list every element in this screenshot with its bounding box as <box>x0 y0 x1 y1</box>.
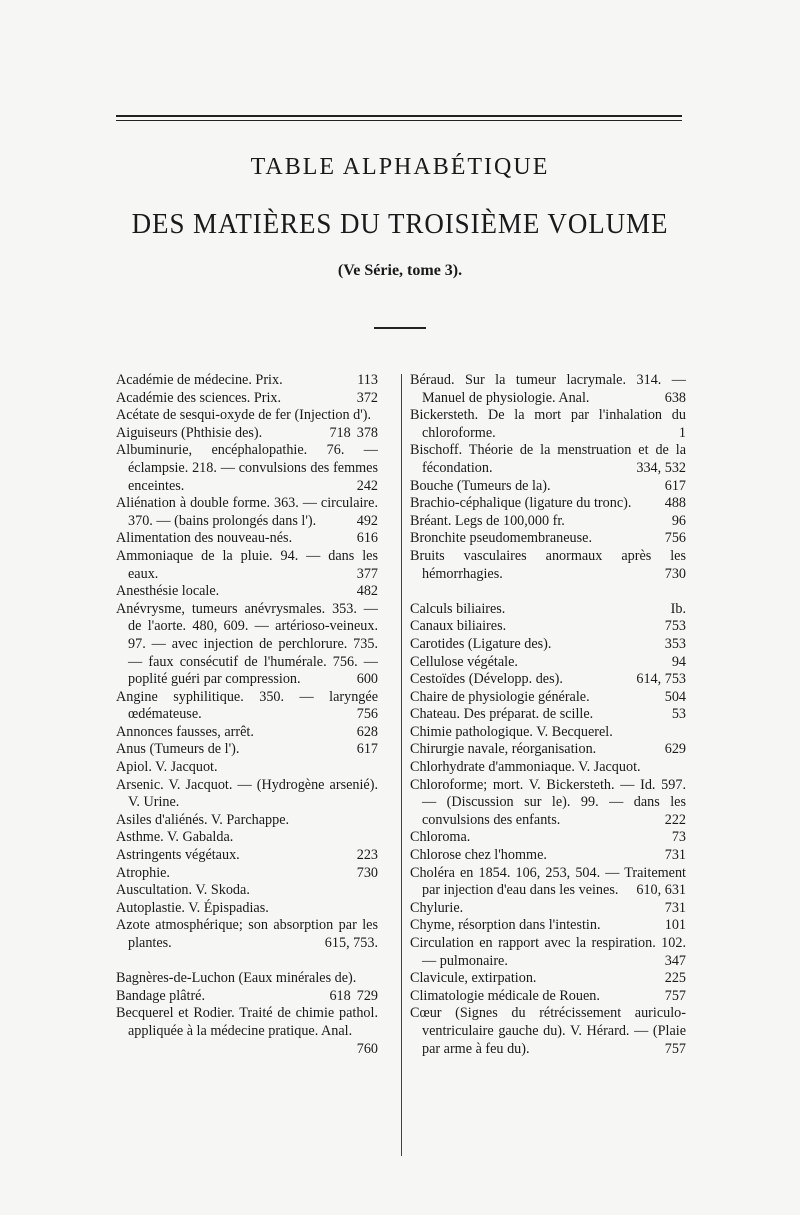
index-entry <box>410 530 686 548</box>
entry-text: Annonces fausses, arrêt. <box>116 723 254 740</box>
index-entry <box>116 689 378 724</box>
entry-text: Atrophie. <box>116 864 170 881</box>
left-column <box>116 372 378 1058</box>
page-reference: 488 <box>664 495 686 512</box>
index-entry <box>410 671 686 689</box>
entry-text: Asthme. V. Gabalda. <box>116 829 234 846</box>
top-rule-thin <box>116 120 682 121</box>
page-reference: 757 <box>664 1040 686 1057</box>
page-reference: 617 <box>356 741 378 758</box>
page-reference: 53 <box>671 706 686 723</box>
page-reference: 730 <box>664 565 686 582</box>
index-entry <box>410 654 686 672</box>
entry-text: Autoplastie. V. Épispadias. <box>116 899 269 916</box>
entry-text: Anévrysme, tumeurs anévrysmales. 353. — de l'aorte. 480, 609. — artérioso-veineux. 97. — avec injection de perchlorure. 735. — faux consécutif de l'humérale. 756. — poplité guéri par compression. <box>116 600 378 688</box>
index-entry <box>116 724 378 742</box>
index-entry <box>116 442 378 495</box>
index-entry <box>410 847 686 865</box>
index-entry <box>116 741 378 759</box>
subtitle: (Ve Série, tome 3). <box>337 262 463 279</box>
index-entry <box>410 372 686 407</box>
page-reference: 223 <box>356 847 378 864</box>
page-reference: 1 <box>678 424 686 441</box>
index-entry <box>116 777 378 812</box>
entry-text: Bickersteth. De la mort par l'inhalation du chloroforme. <box>410 407 686 441</box>
entry-text: Bouche (Tumeurs de la). <box>410 477 551 494</box>
page-reference: 73 <box>671 829 686 846</box>
page-reference: 616 <box>356 530 378 547</box>
entry-text: Clavicule, extirpation. <box>410 970 537 987</box>
index-entry <box>410 442 686 477</box>
index-entry <box>410 548 686 583</box>
entry-text: Chimie pathologique. V. Becquerel. <box>410 723 613 740</box>
index-entry <box>410 601 686 619</box>
index-entry <box>410 513 686 531</box>
index-entry <box>116 988 378 1006</box>
page-reference: 94 <box>671 653 686 670</box>
entry-text: Bagnères-de-Luchon (Eaux minérales de). <box>116 970 357 987</box>
entry-text: Chloroforme; mort. V. Bickersteth. — Id. 597. — (Discussion sur le). 99. — dans les convulsions des enfants. <box>410 776 686 828</box>
entry-text: Académie des sciences. Prix. <box>116 389 282 406</box>
page-reference: 482 <box>356 583 378 600</box>
page-reference: 610, 631 <box>636 882 686 899</box>
entry-text: Académie de médecine. Prix. <box>116 372 283 388</box>
index-entry <box>116 759 378 777</box>
entry-text: Asiles d'aliénés. V. Parchappe. <box>116 811 290 828</box>
entry-text: Chaire de physiologie générale. <box>410 688 590 705</box>
entry-text: Cellulose végétale. <box>410 653 518 670</box>
entry-text: Albuminurie, encéphalopathie. 76. — éclampsie. 218. — convulsions des femmes enceintes. <box>116 442 378 494</box>
index-entry <box>410 988 686 1006</box>
page-reference: Ib. <box>670 600 686 617</box>
entry-text: Anus (Tumeurs de l'). <box>116 741 240 758</box>
index-entry <box>116 601 378 689</box>
page-reference: 756 <box>664 530 686 547</box>
index-entry <box>410 689 686 707</box>
entry-text: Bandage plâtré. <box>116 987 206 1004</box>
section-gap <box>116 953 378 971</box>
index-entry <box>116 847 378 865</box>
page-reference: 731 <box>664 847 686 864</box>
index-entry <box>410 759 686 777</box>
index-entry <box>116 865 378 883</box>
entry-text: Acétate de sesqui-oxyde de fer (Injection d'). <box>116 407 372 424</box>
index-entry <box>410 495 686 513</box>
page-reference: 629 <box>664 741 686 758</box>
page-reference: 729 <box>356 987 378 1004</box>
entry-text: Aiguiseurs (Phthisie des). <box>116 424 263 441</box>
page-reference: 617 <box>664 477 686 494</box>
index-entry <box>116 812 378 830</box>
index-entry <box>410 706 686 724</box>
entry-text: Calculs biliaires. <box>410 600 506 617</box>
page-reference: 638 <box>664 389 686 406</box>
page-reference: 347 <box>664 952 686 969</box>
title-line-1: TABLE ALPHABÉTIQUE <box>250 154 550 180</box>
index-entry <box>116 372 378 390</box>
entry-text: Apiol. V. Jacquot. <box>116 759 218 776</box>
entry-text: Cœur (Signes du rétrécissement auriculo-ventriculaire gauche du). V. Hérard. — (Plaie par arme à feu du). <box>410 1005 686 1057</box>
entry-text: Angine syphilitique. 350. — laryngée œdémateuse. <box>116 688 378 723</box>
entry-text: Chylurie. <box>410 899 464 916</box>
page-reference: 334, 532 <box>636 459 686 476</box>
page-reference: 628 <box>356 723 378 740</box>
index-entry <box>116 425 378 443</box>
entry-text: Bronchite pseudomembraneuse. <box>410 530 593 547</box>
page-reference: 614, 753 <box>636 671 686 688</box>
page-reference: 760 <box>356 1040 378 1057</box>
entry-text: Chyme, résorption dans l'intestin. <box>410 917 601 934</box>
index-entry <box>410 1005 686 1058</box>
index-entry <box>410 618 686 636</box>
index-entry <box>410 829 686 847</box>
page-reference: 618 <box>329 987 351 1004</box>
page-reference: 615, 753. <box>324 935 378 951</box>
entry-text: Arsenic. V. Jacquot. — (Hydrogène arsenié). V. Urine. <box>116 776 378 811</box>
section-rule <box>374 327 426 329</box>
entry-text: Chirurgie navale, réorganisation. <box>410 741 597 758</box>
entry-text: Anesthésie locale. <box>116 583 220 600</box>
entry-text: Carotides (Ligature des). <box>410 635 552 652</box>
page-reference: 113 <box>357 372 378 388</box>
top-rule <box>116 115 682 117</box>
entry-text: Becquerel et Rodier. Traité de chimie pathol. appliquée à la médecine pratique. Anal. <box>116 1005 378 1039</box>
page-reference: 242 <box>356 477 378 494</box>
title-line-2: DES MATIÈRES DU TROISIÈME VOLUME <box>131 208 669 240</box>
column-divider <box>401 374 402 1156</box>
index-entry <box>410 724 686 742</box>
page-reference: 492 <box>356 512 378 529</box>
page-reference: 353 <box>664 635 686 652</box>
page-reference: 377 <box>356 565 378 582</box>
entry-text: Azote atmosphérique; son absorption par les plantes. <box>116 917 378 951</box>
entry-text: Astringents végétaux. <box>116 847 240 864</box>
entry-text: Cestoïdes (Développ. des). <box>410 671 563 688</box>
index-entry <box>116 530 378 548</box>
page-reference: 101 <box>664 917 686 934</box>
index-entry <box>410 935 686 970</box>
index-entry <box>410 636 686 654</box>
index-entry <box>410 478 686 496</box>
page-reference: 222 <box>664 811 686 828</box>
section-gap <box>410 583 686 601</box>
entry-text: Chlorhydrate d'ammoniaque. V. Jacquot. <box>410 759 641 776</box>
index-entry <box>116 900 378 918</box>
right-column <box>410 372 686 1058</box>
page-reference: 753 <box>664 618 686 635</box>
index-entry <box>410 970 686 988</box>
entry-text: Aliénation à double forme. 363. — circulaire. 370. — (bains prolongés dans l'). <box>116 495 378 529</box>
index-entry <box>116 917 378 952</box>
page-reference: 756 <box>356 706 378 723</box>
entry-text: Canaux biliaires. <box>410 618 507 635</box>
index-entry <box>116 882 378 900</box>
page-reference: 731 <box>664 899 686 916</box>
entry-text: Auscultation. V. Skoda. <box>116 882 250 899</box>
entry-text: Chloroma. <box>410 829 471 846</box>
entry-text: Béraud. Sur la tumeur lacrymale. 314. — Manuel de physiologie. Anal. <box>410 372 686 406</box>
entry-text: Bruits vasculaires anormaux après les hémorrhagies. <box>410 547 686 582</box>
entry-text: Alimentation des nouveau-nés. <box>116 530 293 547</box>
entry-text: Climatologie médicale de Rouen. <box>410 987 600 1004</box>
page-reference: 504 <box>664 688 686 705</box>
index-entry <box>116 548 378 583</box>
index-entry <box>410 777 686 830</box>
page-reference: 372 <box>356 389 378 406</box>
page-reference: 718 <box>329 424 351 441</box>
page-reference: 757 <box>664 987 686 1004</box>
entry-text: Brachio-céphalique (ligature du tronc). <box>410 495 632 512</box>
index-entry <box>410 407 686 442</box>
page-reference: 96 <box>671 512 686 529</box>
page-reference: 225 <box>664 970 686 987</box>
index-entry <box>116 495 378 530</box>
entry-text: Circulation en rapport avec la respiration. 102. — pulmonaire. <box>410 935 686 969</box>
index-entry <box>410 741 686 759</box>
entry-text: Bréant. Legs de 100,000 fr. <box>410 512 565 529</box>
index-entry <box>410 865 686 900</box>
page-reference: 600 <box>356 671 378 688</box>
index-entry <box>116 1005 378 1057</box>
index-entry <box>116 829 378 847</box>
entry-text: Ammoniaque de la pluie. 94. — dans les eaux. <box>116 547 378 582</box>
entry-text: Chlorose chez l'homme. <box>410 847 547 864</box>
index-entry <box>410 900 686 918</box>
index-entry <box>410 917 686 935</box>
entry-text: Chateau. Des préparat. de scille. <box>410 706 594 723</box>
page-reference: 730 <box>356 864 378 881</box>
index-entry <box>116 390 378 408</box>
index-entry <box>116 583 378 601</box>
page-reference: 378 <box>356 424 378 441</box>
entry-text: Bischoff. Théorie de la menstruation et de la fécondation. <box>410 442 686 476</box>
entry-text: Choléra en 1854. 106, 253, 504. — Traitement par injection d'eau dans les veines. <box>410 864 686 899</box>
